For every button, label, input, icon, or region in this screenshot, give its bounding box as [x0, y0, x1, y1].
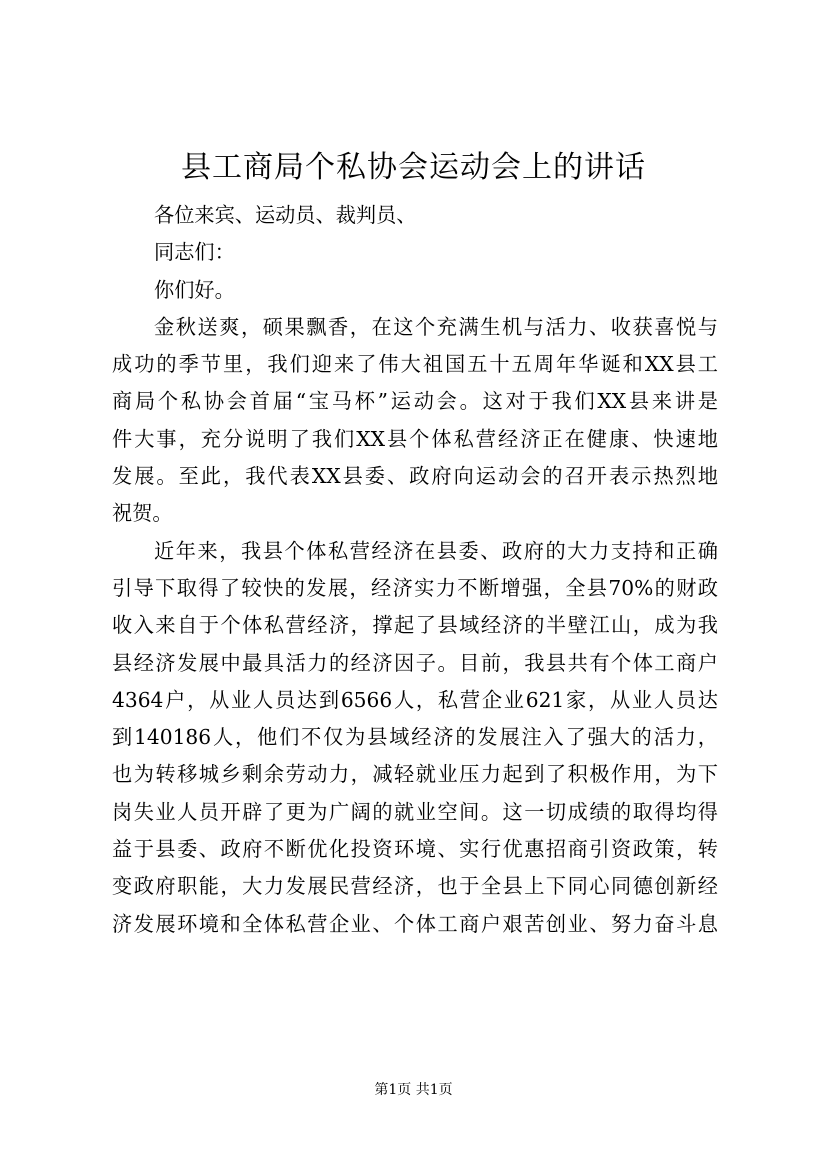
page-footer: 第1页 共1页 [374, 1082, 453, 1098]
text-line: 同志们： [154, 240, 235, 265]
text-line: 引导下取得了较快的发展，经济实力不断增强，全县70%的财政 [112, 575, 718, 600]
text-line: 你们好。 [154, 277, 235, 302]
document-title: 县工商局个私协会运动会上的讲话 [181, 150, 646, 185]
document-body [112, 197, 718, 943]
text-line: 变政府职能，大力发展民营经济，也于全县上下同心同德创新经 [112, 874, 718, 899]
text-line: 近年来，我县个体私营经济在县委、政府的大力支持和正确 [154, 538, 718, 563]
text-line: 发展。至此，我代表XX县委、政府向运动会的召开表示热烈地 [112, 464, 718, 489]
text-line: 益于县委、政府不断优化投资环境、实行优惠招商引资政策，转 [112, 837, 718, 862]
text-line: 4364户，从业人员达到6566人，私营企业621家，从业人员达 [112, 687, 718, 712]
text-line: 济发展环境和全体私营企业、个体工商户艰苦创业、努力奋斗息 [112, 911, 718, 936]
text-line: 金秋送爽，硕果飘香，在这个充满生机与活力、收获喜悦与 [154, 314, 718, 339]
text-line: 收入来自于个体私营经济，撑起了县域经济的半壁江山，成为我 [112, 613, 718, 638]
text-line: 祝贺。 [112, 501, 173, 526]
text-line: 商局个私协会首届“宝马杯”运动会。这对于我们XX县来讲是 [112, 389, 718, 414]
text-line: 成功的季节里，我们迎来了伟大祖国五十五周年华诞和XX县工 [112, 352, 718, 377]
text-line: 县经济发展中最具活力的经济因子。目前，我县共有个体工商户 [112, 650, 718, 675]
text-line: 件大事，充分说明了我们XX县个体私营经济正在健康、快速地 [112, 426, 718, 451]
text-line: 也为转移城乡剩余劳动力，减轻就业压力起到了积极作用，为下 [112, 762, 718, 787]
text-line: 岗失业人员开辟了更为广阔的就业空间。这一切成绩的取得均得 [112, 799, 718, 824]
text-line: 到140186人，他们不仅为县域经济的发展注入了强大的活力， [112, 725, 718, 750]
text-line: 各位来宾、运动员、裁判员、 [154, 203, 417, 227]
